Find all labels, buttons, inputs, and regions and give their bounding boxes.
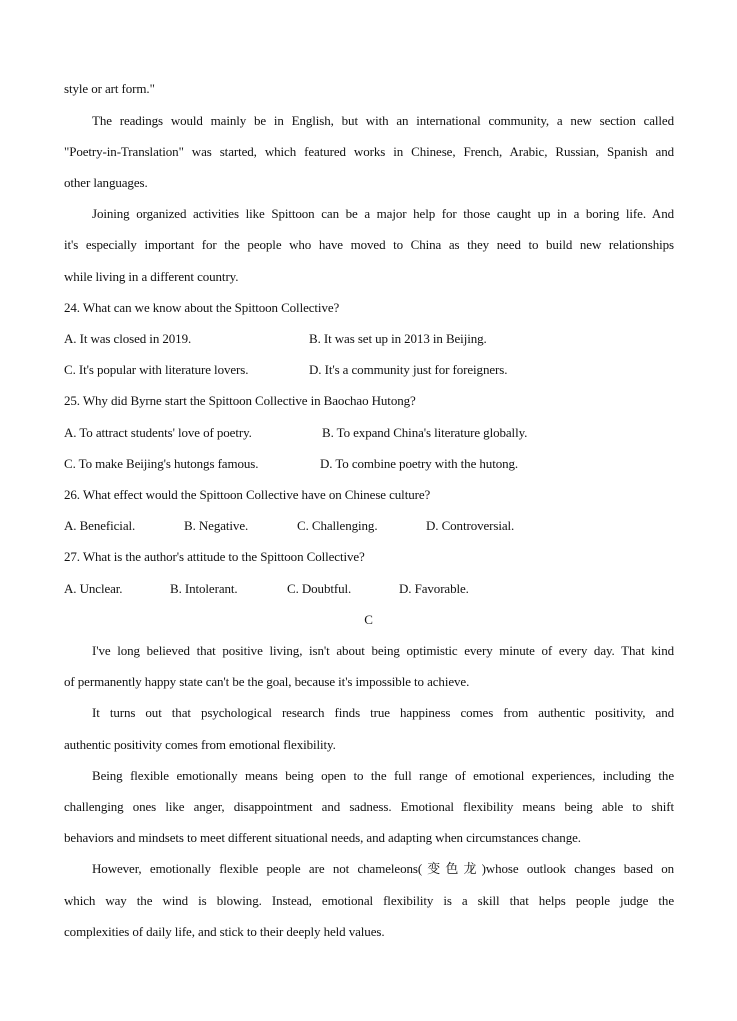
- paragraph-line: which way the wind is blowing. Instead, emotional flexibility is a skill that helps people judge the: [64, 893, 674, 908]
- paragraph-line: It turns out that psychological research finds true happiness comes from authentic positivity, and: [92, 705, 674, 720]
- q25-option-d: D. To combine poetry with the hutong.: [320, 456, 519, 471]
- q27-option-b: B. Intolerant.: [170, 581, 238, 596]
- paragraph-line: However, emotionally flexible people are not chameleons(变色龙)whose outlook changes based on: [92, 861, 674, 876]
- q25-option-b: B. To expand China's literature globally.: [322, 425, 528, 440]
- paragraph-line: of permanently happy state can't be the goal, because it's impossible to achieve.: [64, 674, 470, 689]
- q25-option-c: C. To make Beijing's hutongs famous.: [64, 456, 259, 471]
- paragraph-line: other languages.: [64, 175, 148, 190]
- paragraph-line: complexities of daily life, and stick to their deeply held values.: [64, 924, 385, 939]
- q26-option-d: D. Controversial.: [426, 518, 515, 533]
- question-25: 25. Why did Byrne start the Spittoon Collective in Baochao Hutong?: [64, 393, 416, 408]
- paragraph-line: Joining organized activities like Spittoon can be a major help for those caught up in a boring life. And: [92, 206, 674, 221]
- paragraph-line: style or art form.": [64, 81, 155, 96]
- question-24: 24. What can we know about the Spittoon Collective?: [64, 300, 340, 315]
- q24-option-b: B. It was set up in 2013 in Beijing.: [309, 331, 487, 346]
- q24-option-c: C. It's popular with literature lovers.: [64, 362, 249, 377]
- question-27: 27. What is the author's attitude to the Spittoon Collective?: [64, 549, 365, 564]
- q27-option-a: A. Unclear.: [64, 581, 123, 596]
- paragraph-line: "Poetry-in-Translation" was started, which featured works in Chinese, French, Arabic, Russian, Spanish and: [64, 144, 674, 159]
- q25-option-a: A. To attract students' love of poetry.: [64, 425, 252, 440]
- paragraph-line: I've long believed that positive living, isn't about being optimistic every minute of every day. That kind: [92, 643, 674, 658]
- q26-option-b: B. Negative.: [184, 518, 249, 533]
- q26-option-a: A. Beneficial.: [64, 518, 136, 533]
- paragraph-line: Being flexible emotionally means being open to the full range of emotional experiences, including the: [92, 768, 674, 783]
- paragraph-line: behaviors and mindsets to meet different situational needs, and adapting when circumstances change.: [64, 830, 581, 845]
- q24-option-d: D. It's a community just for foreigners.: [309, 362, 508, 377]
- question-26: 26. What effect would the Spittoon Collective have on Chinese culture?: [64, 487, 431, 502]
- paragraph-line: it's especially important for the people who have moved to China as they need to build new relationships: [64, 237, 674, 252]
- paragraph-line: authentic positivity comes from emotional flexibility.: [64, 737, 336, 752]
- paragraph-line: The readings would mainly be in English, but with an international community, a new section called: [92, 113, 674, 128]
- paragraph-line: challenging ones like anger, disappointment and sadness. Emotional flexibility means being able to shift: [64, 799, 674, 814]
- q26-option-c: C. Challenging.: [297, 518, 378, 533]
- q27-option-c: C. Doubtful.: [287, 581, 352, 596]
- section-heading-c: C: [364, 612, 373, 627]
- q27-option-d: D. Favorable.: [399, 581, 469, 596]
- paragraph-line: while living in a different country.: [64, 269, 239, 284]
- q24-option-a: A. It was closed in 2019.: [64, 331, 192, 346]
